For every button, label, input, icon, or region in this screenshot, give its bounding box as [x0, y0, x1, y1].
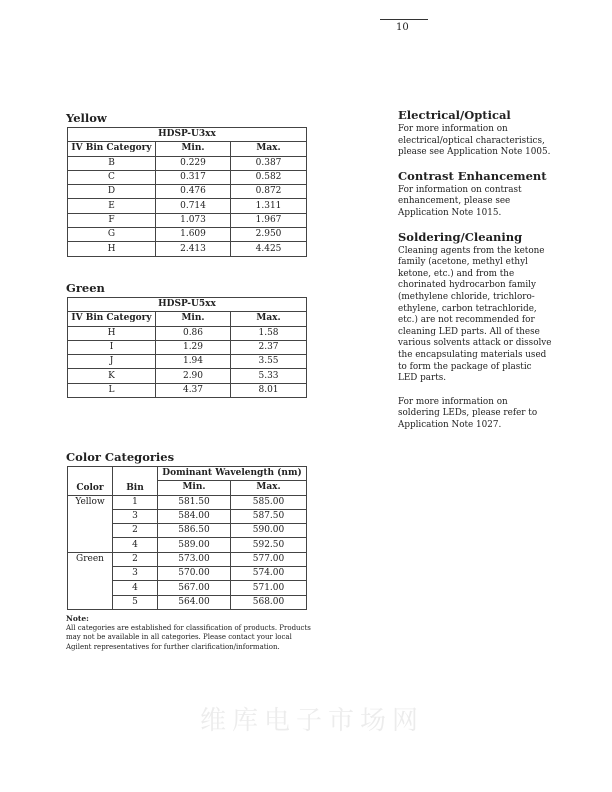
column-header: Max. — [231, 312, 307, 326]
cell: 592.50 — [231, 538, 307, 552]
cell: 1.967 — [231, 213, 307, 227]
cell: 571.00 — [231, 581, 307, 595]
green-heading: Green — [66, 281, 105, 295]
cell: 0.476 — [156, 185, 231, 199]
cell: 0.229 — [156, 156, 231, 170]
cell: 0.317 — [156, 170, 231, 184]
cell: 0.86 — [156, 326, 231, 340]
table-row — [68, 552, 307, 566]
cell: 3 — [113, 567, 158, 581]
column-header: IV Bin Category — [68, 312, 156, 326]
cell: 2 — [113, 524, 158, 538]
green-iv-table — [67, 297, 307, 398]
table-row — [68, 228, 307, 242]
cell: 2.950 — [231, 228, 307, 242]
table-row — [68, 242, 307, 256]
table-row — [68, 383, 307, 397]
cell: D — [68, 185, 156, 199]
watermark: 维库电子市场网 — [200, 706, 425, 736]
cell: I — [68, 340, 156, 354]
contrast-enhancement-text: For information on contrast enhancement, please see Application Note 1015. — [398, 184, 522, 218]
cell: 4 — [113, 538, 158, 552]
cell: G — [68, 228, 156, 242]
cell: 584.00 — [158, 509, 231, 523]
cell: 586.50 — [158, 524, 231, 538]
page-number-rule — [380, 19, 428, 20]
cell: 570.00 — [158, 567, 231, 581]
cell: B — [68, 156, 156, 170]
part-number-header: HDSP-U3xx — [68, 128, 307, 142]
cell: L — [68, 383, 156, 397]
cell: K — [68, 369, 156, 383]
cell: 568.00 — [231, 595, 307, 609]
cell: 573.00 — [158, 552, 231, 566]
cell: 0.387 — [231, 156, 307, 170]
part-number-header: HDSP-U5xx — [68, 298, 307, 312]
cell: 1.29 — [156, 340, 231, 354]
cell: F — [68, 213, 156, 227]
cell: 2.37 — [231, 340, 307, 354]
contrast-enhancement-heading: Contrast Enhancement — [398, 168, 547, 183]
table-row — [68, 369, 307, 383]
cell: 574.00 — [231, 567, 307, 581]
cell: 567.00 — [158, 581, 231, 595]
yellow-iv-table — [67, 127, 307, 257]
right-column — [398, 108, 608, 441]
column-header: Min. — [156, 142, 231, 156]
column-header: Color — [68, 467, 113, 496]
table-row — [68, 213, 307, 227]
cell: 1.94 — [156, 355, 231, 369]
table-row — [68, 326, 307, 340]
column-header: Bin — [113, 467, 158, 496]
cell: 2 — [113, 552, 158, 566]
cell: 5.33 — [231, 369, 307, 383]
table-row — [68, 170, 307, 184]
cell: 1.609 — [156, 228, 231, 242]
cell: 587.50 — [231, 509, 307, 523]
cell: 0.872 — [231, 185, 307, 199]
table-row — [68, 199, 307, 213]
cell: 4 — [113, 581, 158, 595]
cell: C — [68, 170, 156, 184]
note-label: Note: — [66, 614, 89, 623]
cell: 4.37 — [156, 383, 231, 397]
color-cell: Green — [68, 552, 113, 609]
cell: 1.311 — [231, 199, 307, 213]
color-cell: Yellow — [68, 495, 113, 552]
cell: 577.00 — [231, 552, 307, 566]
note-text: All categories are established for classification of products. Products may not be available in all categories. Please contact your local Agilent representatives for further clarification/information. — [66, 624, 311, 651]
cell: 564.00 — [158, 595, 231, 609]
electrical-optical-text: For more information on electrical/optical characteristics, please see Application Note 1005. — [398, 124, 551, 158]
table-row — [68, 185, 307, 199]
cell: 3.55 — [231, 355, 307, 369]
table-row — [68, 355, 307, 369]
cell: 1 — [113, 495, 158, 509]
soldering-cleaning-text: Cleaning agents from the ketone family (acetone, methyl ethyl ketone, etc.) and from the chorinated hydrocarbon family (methylene chloride, trichloro- ethylene, carbon tetrachloride, etc.) are not recommended for cleaning LED parts. All of these various solvents attack or dissolve the encapsulating materials used to form the package of plastic LED parts. — [398, 245, 552, 384]
cell: 3 — [113, 509, 158, 523]
column-header: Min. — [156, 312, 231, 326]
cell: 1.58 — [231, 326, 307, 340]
cell: 5 — [113, 595, 158, 609]
group-header: Dominant Wavelength (nm) — [158, 467, 307, 481]
cell: 1.073 — [156, 213, 231, 227]
cell: 585.00 — [231, 495, 307, 509]
cell: E — [68, 199, 156, 213]
table-row — [68, 495, 307, 509]
yellow-heading: Yellow — [66, 111, 107, 125]
color-categories-heading: Color Categories — [66, 450, 175, 464]
cell: 2.90 — [156, 369, 231, 383]
cell: 2.413 — [156, 242, 231, 256]
electrical-optical-heading: Electrical/Optical — [398, 108, 511, 122]
cell: H — [68, 242, 156, 256]
column-header: IV Bin Category — [68, 142, 156, 156]
cell: 581.50 — [158, 495, 231, 509]
column-header: Min. — [158, 481, 231, 495]
table-row — [68, 156, 307, 170]
soldering-cleaning-heading: Soldering/Cleaning — [398, 229, 523, 244]
cell: 0.714 — [156, 199, 231, 213]
table-row — [68, 340, 307, 354]
cell: 8.01 — [231, 383, 307, 397]
cell: 0.582 — [231, 170, 307, 184]
soldering-more-info-text: For more information on soldering LEDs, please refer to Application Note 1027. — [398, 396, 538, 430]
cell: J — [68, 355, 156, 369]
cell: H — [68, 326, 156, 340]
page-number: 10 — [396, 22, 409, 33]
cell: 4.425 — [231, 242, 307, 256]
color-categories-table — [67, 466, 307, 610]
column-header: Max. — [231, 142, 307, 156]
cell: 590.00 — [231, 524, 307, 538]
column-header: Max. — [231, 481, 307, 495]
cell: 589.00 — [158, 538, 231, 552]
